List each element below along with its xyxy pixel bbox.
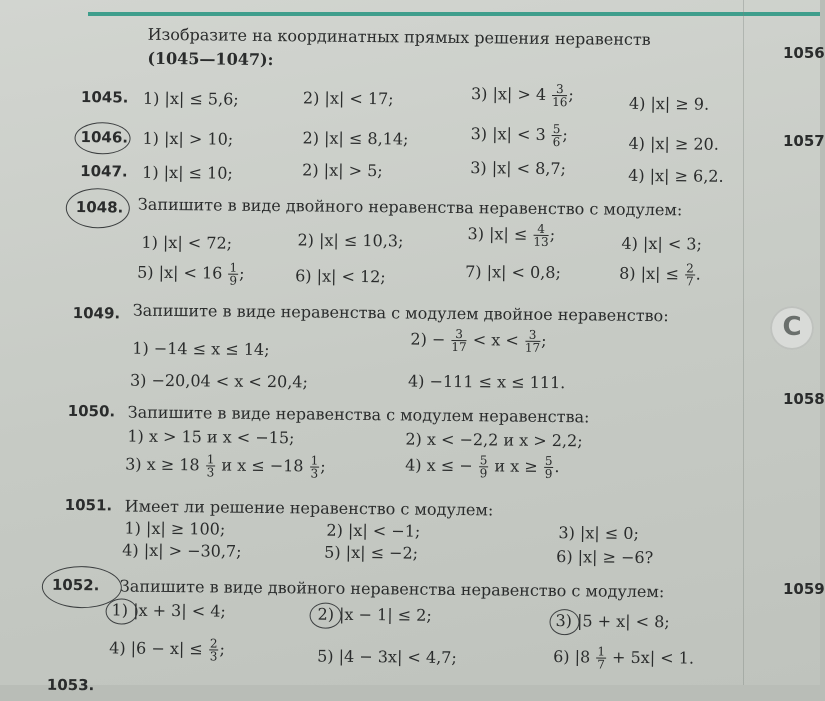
- fraction-1-7: [596, 645, 606, 670]
- item-1052-6: [553, 645, 694, 671]
- denominator: 16: [552, 94, 568, 110]
- item-1045-3-text: 3) |x| > 4: [470, 84, 547, 104]
- item-1052-4: [109, 636, 225, 662]
- fraction-2-7: [685, 262, 695, 287]
- fraction-1-3-a: [206, 453, 216, 478]
- denominator: 17: [524, 340, 541, 355]
- denominator: 9: [479, 466, 488, 481]
- numerator: 1: [310, 453, 319, 468]
- numerator: 3: [552, 83, 567, 96]
- problem-number-1047: 1047.: [80, 162, 128, 181]
- fraction-4-13: [533, 223, 549, 248]
- numerator: 1: [597, 644, 606, 659]
- denominator: 17: [451, 339, 467, 355]
- fraction-5-9-a: [479, 454, 489, 479]
- item-1051-5: 5) |x| ≤ −2;: [324, 542, 419, 563]
- numerator: 4: [533, 223, 548, 236]
- item-1048-5: [137, 261, 245, 287]
- denominator: 7: [685, 274, 694, 289]
- item-1050-3-text: 3) x ≥ 18: [125, 454, 200, 475]
- numerator: 5: [552, 122, 561, 137]
- numerator: 1: [206, 452, 215, 467]
- denominator: 13: [533, 234, 549, 249]
- semicolon: ;: [320, 456, 326, 476]
- item-1052-2: 2) |x − 1| ≤ 2;: [317, 604, 432, 625]
- denominator: 3: [310, 466, 319, 481]
- fraction-5-6: [552, 123, 562, 148]
- denominator: 3: [209, 649, 218, 664]
- numerator: 2: [686, 261, 694, 276]
- fraction-1-3-b: [310, 454, 320, 479]
- fraction-3-17-left: [451, 328, 467, 353]
- period: .: [695, 264, 701, 284]
- problem-number-1052: 1052.: [51, 575, 100, 595]
- semicolon: ;: [239, 263, 245, 283]
- numerator: 5: [479, 453, 488, 468]
- semicolon: ;: [541, 330, 547, 350]
- item-1052-6-text: 6) |8: [553, 647, 591, 667]
- fraction-3-17-right: [525, 329, 541, 354]
- item-1050-1: 1) x > 15 и x < −15;: [127, 426, 295, 448]
- side-number-1056: 1056: [783, 44, 825, 62]
- item-1048-8-text: 8) |x| ≤: [619, 263, 680, 284]
- denominator: 3: [206, 465, 215, 480]
- item-1051-6: 6) |x| ≥ −6?: [556, 547, 654, 568]
- item-1050-3-mid: и x ≤ −18: [221, 455, 304, 476]
- denominator: 9: [229, 273, 238, 288]
- problem-1049-text: Запишите в виде неравенства с модулем двойное неравенство:: [132, 300, 669, 326]
- item-1051-2: 2) |x| < −1;: [326, 520, 421, 541]
- item-1047-2: 2) |x| > 5;: [302, 160, 383, 181]
- item-1047-1: 1) |x| ≤ 10;: [142, 162, 233, 183]
- problem-number-1046: 1046.: [80, 128, 129, 147]
- item-1046-3-text: 3) |x| < 3: [470, 124, 546, 144]
- item-1048-2: 2) |x| ≤ 10,3;: [297, 230, 404, 251]
- numerator: 1: [229, 260, 238, 275]
- item-1048-5-text: 5) |x| < 16: [137, 262, 223, 283]
- item-1052-1: 1) |x + 3| < 4;: [111, 600, 226, 621]
- side-number-1057: 1057: [783, 132, 825, 150]
- item-1050-4-text: 4) x ≤ −: [405, 455, 473, 476]
- fraction-1-9: [228, 262, 238, 287]
- section-badge: [770, 306, 814, 350]
- badge-letter: C: [782, 312, 802, 342]
- fraction-2-3: [209, 637, 219, 662]
- item-1050-2: 2) x < −2,2 и x > 2,2;: [405, 429, 583, 451]
- item-1046-4: 4) |x| ≥ 20.: [628, 133, 719, 154]
- period: .: [554, 457, 560, 477]
- denominator: 6: [552, 135, 561, 150]
- item-1046-3: [470, 122, 567, 148]
- numerator: 2: [209, 636, 218, 651]
- semicolon: ;: [219, 639, 225, 659]
- item-1051-1: 1) |x| ≥ 100;: [124, 518, 226, 539]
- semicolon: ;: [549, 224, 556, 245]
- item-1046-2: 2) |x| ≤ 8,14;: [302, 128, 409, 149]
- item-1048-3: [467, 222, 555, 248]
- item-1049-2-text: 2) −: [410, 329, 446, 349]
- item-1050-4-mid: и x ≥: [494, 456, 538, 476]
- intro-range: (1045—1047):: [147, 48, 274, 70]
- item-1047-4: 4) |x| ≥ 6,2.: [628, 165, 724, 186]
- item-1051-4: 4) |x| > −30,7;: [122, 540, 242, 561]
- problem-number-1049: 1049.: [72, 303, 121, 323]
- fraction-3-16: [552, 83, 568, 108]
- item-1045-4: 4) |x| ≥ 9.: [628, 93, 710, 114]
- denominator: 7: [597, 657, 605, 672]
- item-1046-1: 1) |x| > 10;: [142, 128, 234, 149]
- item-1048-6: 6) |x| < 12;: [295, 266, 386, 287]
- item-1049-1: 1) −14 ≤ x ≤ 14;: [132, 338, 270, 360]
- problem-number-1051: 1051.: [64, 495, 113, 515]
- problem-1048-text: Запишите в виде двойного неравенства неравенство с модулем:: [137, 194, 683, 220]
- item-1052-5: 5) |4 − 3x| < 4,7;: [317, 646, 457, 668]
- item-1047-3: 3) |x| < 8,7;: [470, 158, 567, 179]
- problem-1050-text: Запишите в виде неравенства с модулем неравенства:: [127, 402, 590, 427]
- item-1050-4: [405, 453, 560, 480]
- item-1051-3: 3) |x| ≤ 0;: [558, 523, 640, 543]
- problem-number-1048: 1048.: [75, 198, 124, 217]
- item-1050-3: [125, 453, 326, 480]
- semicolon: ;: [562, 125, 568, 145]
- item-1048-4: 4) |x| < 3;: [621, 233, 703, 254]
- item-1045-1: 1) |x| ≤ 5,6;: [142, 88, 239, 109]
- item-1052-4-text: 4) |6 − x| ≤: [109, 638, 203, 659]
- denominator: 9: [544, 466, 553, 482]
- item-1048-3-text: 3) |x| ≤: [467, 224, 528, 244]
- problem-1051-text: Имеет ли решение неравенство с модулем:: [124, 496, 494, 520]
- item-1052-6-tail: + 5x| < 1.: [611, 647, 695, 668]
- item-1048-7: 7) |x| < 0,8;: [465, 262, 562, 283]
- item-1049-4: 4) −111 ≤ x ≤ 111.: [407, 371, 566, 393]
- problem-1052-text: Запишите в виде двойного неравенства неравенство с модулем:: [119, 576, 665, 602]
- numerator: 5: [544, 453, 553, 469]
- item-1049-2: [410, 328, 546, 354]
- side-number-1058: 1058: [783, 390, 825, 408]
- problem-number-1050: 1050.: [67, 401, 116, 421]
- numerator: 3: [451, 328, 466, 341]
- item-1048-1: 1) |x| < 72;: [141, 232, 233, 253]
- semicolon: ;: [568, 85, 574, 105]
- exercise-column: [46, 0, 746, 695]
- problem-number-1053: 1053.: [46, 675, 95, 695]
- item-1052-3: 3) |5 + x| < 8;: [555, 611, 670, 632]
- side-number-1059: 1059: [783, 580, 825, 598]
- fraction-5-9-b: [544, 455, 554, 480]
- item-1049-3: 3) −20,04 < x < 20,4;: [129, 370, 309, 392]
- numerator: 3: [525, 329, 540, 342]
- intro-text: Изобразите на координатных прямых решения неравенств: [147, 24, 651, 50]
- problem-number-1045: 1045.: [80, 88, 129, 107]
- item-1045-3: [471, 82, 574, 108]
- item-1045-2: 2) |x| < 17;: [302, 88, 394, 109]
- item-1048-8: [619, 262, 701, 288]
- item-1049-2-middle: < x <: [472, 330, 519, 350]
